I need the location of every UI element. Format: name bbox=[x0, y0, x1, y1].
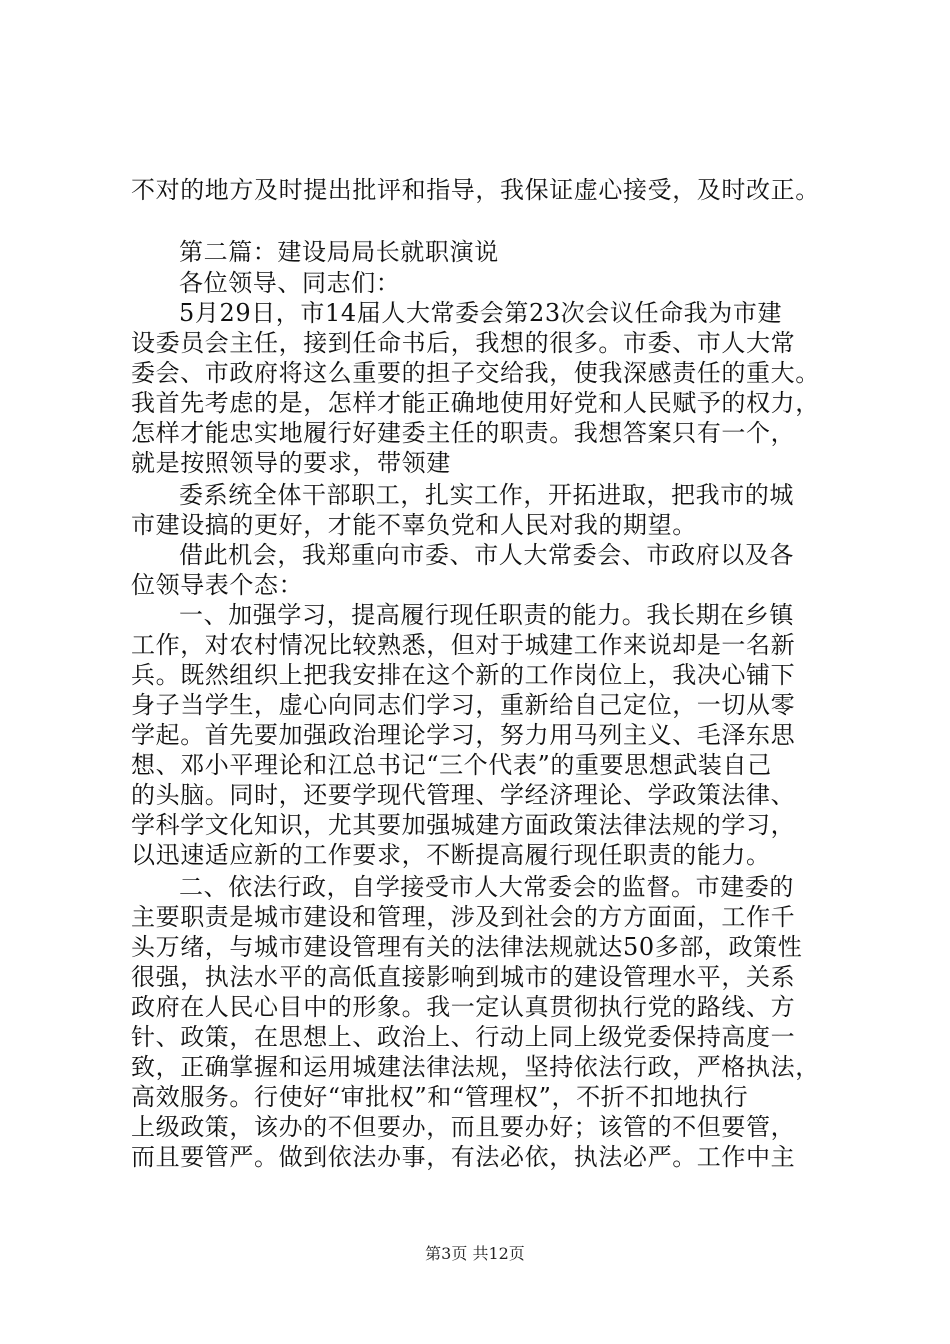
text-line: 位领导表个态： bbox=[131, 571, 304, 599]
text-line: 一、加强学习，提高履行现任职责的能力。我长期在乡镇 bbox=[179, 601, 794, 629]
text-line: 委系统全体干部职工，扎实工作，开拓进取，把我市的城 bbox=[179, 481, 794, 509]
text-line: 而且要管严。做到依法办事，有法必依，执法必严。工作中主 bbox=[131, 1143, 796, 1171]
text-line: 主要职责是城市建设和管理，涉及到社会的方方面面，工作千 bbox=[131, 903, 796, 931]
text-line: 设委员会主任，接到任命书后，我想的很多。市委、市人大常 bbox=[131, 329, 796, 357]
text-line: 5月29日，市14届人大常委会第23次会议任命我为市建 bbox=[179, 299, 783, 327]
text-line: 学起。首先要加强政治理论学习，努力用马列主义、毛泽东思 bbox=[131, 721, 796, 749]
text-line: 我首先考虑的是，怎样才能正确地使用好党和人民赋予的权力， bbox=[131, 389, 820, 417]
section-title: 第二篇：建设局局长就职演说 bbox=[179, 238, 499, 266]
text-line: 怎样才能忠实地履行好建委主任的职责。我想答案只有一个， bbox=[131, 419, 796, 447]
text-line: 不对的地方及时提出批评和指导，我保证虚心接受，及时改正。 bbox=[131, 176, 820, 204]
text-line: 工作，对农村情况比较熟悉，但对于城建工作来说却是一名新 bbox=[131, 631, 796, 659]
text-line: 想、邓小平理论和江总书记“三个代表”的重要思想武装自己 bbox=[131, 751, 772, 779]
text-line: 很强，执法水平的高低直接影响到城市的建设管理水平，关系 bbox=[131, 963, 796, 991]
text-line: 委会、市政府将这么重要的担子交给我，使我深感责任的重大。 bbox=[131, 359, 820, 387]
text-line: 头万绪，与城市建设管理有关的法律法规就达50多部，政策性 bbox=[131, 933, 803, 961]
text-line: 致，正确掌握和运用城建法律法规，坚持依法行政，严格执法， bbox=[131, 1053, 820, 1081]
text-line: 二、依法行政，自学接受市人大常委会的监督。市建委的 bbox=[179, 873, 794, 901]
text-line: 兵。既然组织上把我安排在这个新的工作岗位上，我决心铺下 bbox=[131, 661, 796, 689]
text-line: 政府在人民心目中的形象。我一定认真贯彻执行党的路线、方 bbox=[131, 993, 796, 1021]
text-line: 身子当学生，虚心向同志们学习，重新给自己定位，一切从零 bbox=[131, 691, 796, 719]
text-line: 借此机会，我郑重向市委、市人大常委会、市政府以及各 bbox=[179, 541, 794, 569]
text-line: 的头脑。同时，还要学现代管理、学经济理论、学政策法律、 bbox=[131, 781, 796, 809]
page-number: 第3页 共12页 bbox=[425, 1244, 525, 1263]
text-line: 学科学文化知识，尤其要加强城建方面政策法律法规的学习， bbox=[131, 811, 796, 839]
text-line: 就是按照领导的要求，带领建 bbox=[131, 449, 451, 477]
salutation: 各位领导、同志们： bbox=[179, 269, 401, 297]
text-line: 针、政策，在思想上、政治上、行动上同上级党委保持高度一 bbox=[131, 1023, 796, 1051]
text-line: 市建设搞的更好，才能不辜负党和人民对我的期望。 bbox=[131, 511, 697, 539]
text-line: 以迅速适应新的工作要求，不断提高履行现任职责的能力。 bbox=[131, 841, 771, 869]
text-line: 高效服务。行使好“审批权”和“管理权”，不折不扣地执行 bbox=[131, 1083, 749, 1111]
text-line: 上级政策，该办的不但要办，而且要办好；该管的不但要管， bbox=[131, 1113, 796, 1141]
